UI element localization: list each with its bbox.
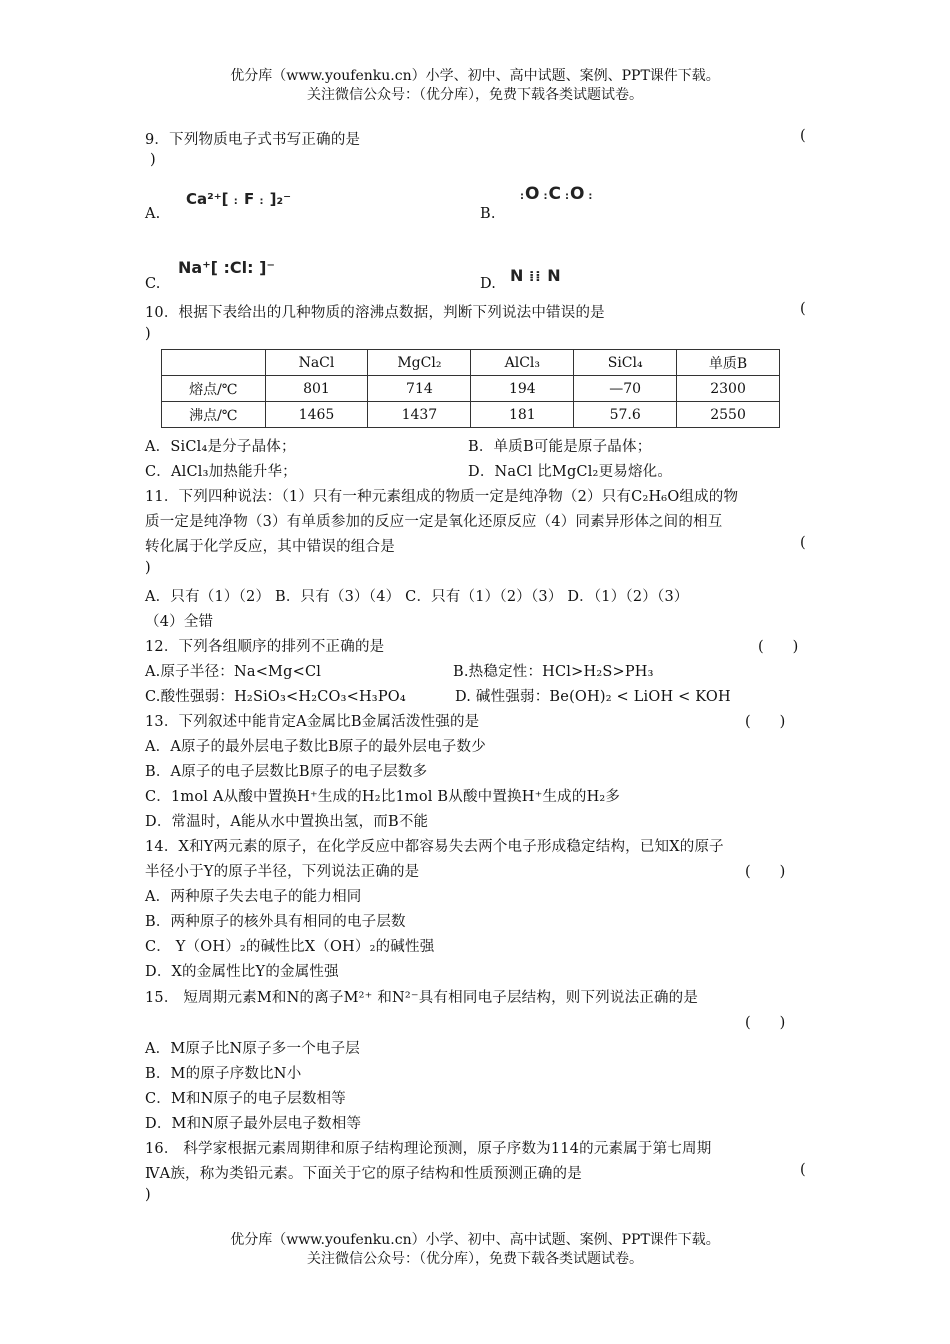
q9-a-end: ]₂⁻ bbox=[269, 190, 292, 208]
q9-paren-open: ( bbox=[800, 128, 806, 144]
q9-b-c: C bbox=[548, 184, 565, 204]
dot-icon: : bbox=[588, 191, 594, 202]
q10-option-a: A．SiCl₄是分子晶体； bbox=[145, 439, 296, 455]
q13-option-b: B．A原子的电子层数比B原子的电子层数多 bbox=[145, 764, 428, 780]
q14-option-a: A．两种原子失去电子的能力相同 bbox=[145, 889, 362, 905]
q12-stem: 12．下列各组顺序的排列不正确的是 bbox=[145, 639, 385, 655]
q12-paren: ( ) bbox=[758, 639, 799, 655]
table-cell: 沸点/℃ bbox=[162, 402, 266, 428]
table-header-cell: SiCl₄ bbox=[574, 350, 677, 376]
q14-line2: 半径小于Y的原子半径，下列说法正确的是 bbox=[145, 864, 420, 880]
q13-paren: ( ) bbox=[745, 714, 786, 730]
table-cell: 714 bbox=[368, 376, 471, 402]
q14-paren: ( ) bbox=[745, 864, 786, 880]
q13-stem: 13．下列叙述中能肯定A金属比B金属活泼性强的是 bbox=[145, 714, 480, 730]
table-header-cell: MgCl₂ bbox=[368, 350, 471, 376]
q9-a-fluorine: F bbox=[243, 190, 255, 208]
q16-paren-open: ( bbox=[800, 1162, 806, 1178]
q16-line1: 16． 科学家根据元素周期律和原子结构理论预测，原子序数为114的元素属于第七周期 bbox=[145, 1141, 712, 1157]
q11-line3: 转化属于化学反应，其中错误的组合是 bbox=[145, 539, 395, 555]
dot-icon: : bbox=[233, 196, 239, 207]
q15-paren: ( ) bbox=[745, 1015, 786, 1031]
q10-option-c: C．AlCl₃加热能升华； bbox=[145, 464, 297, 480]
q9-b-o2: O bbox=[569, 184, 589, 204]
q10-stem: 10．根据下表给出的几种物质的溶沸点数据，判断下列说法中错误的是 bbox=[145, 305, 605, 321]
q15-option-a: A．M原子比N原子多一个电子层 bbox=[145, 1041, 361, 1057]
q14-option-b: B．两种原子的核外具有相同的电子层数 bbox=[145, 914, 406, 930]
q9-c-end: ]⁻ bbox=[259, 258, 275, 277]
q9-b-o1: O bbox=[525, 184, 544, 204]
table-cell: 1465 bbox=[265, 402, 368, 428]
q9-option-d-formula bbox=[510, 266, 561, 285]
q16-paren-close: ) bbox=[145, 1187, 151, 1203]
q14-line1: 14．X和Y两元素的原子，在化学反应中都容易失去两个电子形成稳定结构，已知X的原子 bbox=[145, 839, 724, 855]
q11-options-line2: （4）全错 bbox=[145, 614, 214, 630]
page-header-line1: 优分库（www.youfenku.cn）小学、初中、高中试题、案例、PPT课件下载。 bbox=[230, 68, 720, 84]
melting-boiling-table bbox=[161, 349, 780, 428]
q9-paren-close: ) bbox=[150, 152, 156, 168]
table-cell: 熔点/℃ bbox=[162, 376, 266, 402]
table-header-cell: 单质B bbox=[677, 350, 780, 376]
q12-option-d: D. 碱性强弱：Be(OH)₂ < LiOH < KOH bbox=[455, 689, 731, 705]
q9-option-b-label: B. bbox=[480, 206, 496, 222]
q9-option-b-formula bbox=[520, 184, 593, 204]
q10-paren-close: ) bbox=[145, 326, 151, 342]
table-row bbox=[162, 402, 780, 428]
q9-d-n2: N bbox=[547, 266, 561, 285]
table-header-cell bbox=[162, 350, 266, 376]
q15-stem: 15． 短周期元素M和N的离子M²⁺ 和N²⁻具有相同电子层结构，则下列说法正确的是 bbox=[145, 990, 699, 1006]
table-cell: —70 bbox=[574, 376, 677, 402]
page-footer-line1: 优分库（www.youfenku.cn）小学、初中、高中试题、案例、PPT课件下载。 bbox=[230, 1232, 720, 1248]
q9-a-calcium: Ca²⁺[ bbox=[186, 190, 229, 208]
q11-line1: 11．下列四种说法：（1）只有一种元素组成的物质一定是纯净物（2）只有C₂H₆O组成的物 bbox=[145, 489, 739, 505]
triple-bond-dots-icon: ⁞⁞ bbox=[528, 269, 542, 285]
table-cell: 194 bbox=[471, 376, 574, 402]
table-row bbox=[162, 376, 780, 402]
table-cell: 2550 bbox=[677, 402, 780, 428]
q9-option-d-label: D. bbox=[480, 276, 497, 292]
q11-line2: 质一定是纯净物（3）有单质参加的反应一定是氧化还原反应（4）同素异形体之间的相互 bbox=[145, 514, 723, 530]
q13-option-c: C．1mol A从酸中置换H⁺生成的H₂比1mol B从酸中置换H⁺生成的H₂多 bbox=[145, 789, 621, 805]
table-cell: 57.6 bbox=[574, 402, 677, 428]
q13-option-a: A．A原子的最外层电子数比B原子的最外层电子数少 bbox=[145, 739, 486, 755]
q9-c-sodium: Na⁺[ bbox=[178, 258, 218, 277]
table-header-row bbox=[162, 350, 780, 376]
q12-option-b: B.热稳定性：HCl>H₂S>PH₃ bbox=[453, 664, 654, 680]
q10-option-d: D．NaCl 比MgCl₂更易熔化。 bbox=[468, 464, 673, 480]
dot-icon: : bbox=[564, 191, 570, 202]
q9-option-c-formula bbox=[178, 258, 275, 277]
table-cell: 181 bbox=[471, 402, 574, 428]
q11-options-line1: A．只有（1）（2） B．只有（3）（4） C．只有（1）（2）（3） D．（1）（2）（3） bbox=[145, 589, 689, 605]
q15-option-b: B．M的原子序数比N小 bbox=[145, 1066, 302, 1082]
q9-option-a-formula bbox=[186, 190, 291, 208]
dot-icon: : bbox=[520, 191, 525, 202]
q9-stem: 9．下列物质电子式书写正确的是 bbox=[145, 132, 361, 148]
table-header-cell: NaCl bbox=[265, 350, 368, 376]
q13-option-d: D．常温时，A能从水中置换出氢，而B不能 bbox=[145, 814, 429, 830]
dot-icon: : bbox=[259, 196, 265, 207]
q10-paren-open: ( bbox=[800, 301, 806, 317]
q15-option-d: D．M和N原子最外层电子数相等 bbox=[145, 1116, 362, 1132]
dot-icon: : bbox=[543, 191, 549, 202]
table-header-cell: AlCl₃ bbox=[471, 350, 574, 376]
q14-option-c: C． Y（OH）₂的碱性比X（OH）₂的碱性强 bbox=[145, 939, 435, 955]
q11-paren-open: ( bbox=[800, 535, 806, 551]
q16-line2: ⅣA族，称为类铅元素。下面关于它的原子结构和性质预测正确的是 bbox=[145, 1166, 582, 1182]
table-cell: 801 bbox=[265, 376, 368, 402]
q9-option-a-label: A. bbox=[145, 206, 161, 222]
q11-paren-close: ) bbox=[145, 560, 151, 576]
q9-c-chlorine: :Cl: bbox=[223, 258, 254, 277]
q12-option-a: A.原子半径：Na<Mg<Cl bbox=[145, 664, 322, 680]
q14-option-d: D．X的金属性比Y的金属性强 bbox=[145, 964, 339, 980]
page-header-line2: 关注微信公众号：（优分库），免费下载各类试题试卷。 bbox=[307, 87, 643, 103]
page-footer-line2: 关注微信公众号：（优分库），免费下载各类试题试卷。 bbox=[307, 1251, 643, 1267]
q15-option-c: C．M和N原子的电子层数相等 bbox=[145, 1091, 346, 1107]
q10-option-b: B．单质B可能是原子晶体； bbox=[468, 439, 652, 455]
q12-option-c: C.酸性强弱：H₂SiO₃<H₂CO₃<H₃PO₄ bbox=[145, 689, 406, 705]
table-cell: 2300 bbox=[677, 376, 780, 402]
q9-option-c-label: C. bbox=[145, 276, 161, 292]
q9-d-n1: N bbox=[510, 266, 524, 285]
table-cell: 1437 bbox=[368, 402, 471, 428]
